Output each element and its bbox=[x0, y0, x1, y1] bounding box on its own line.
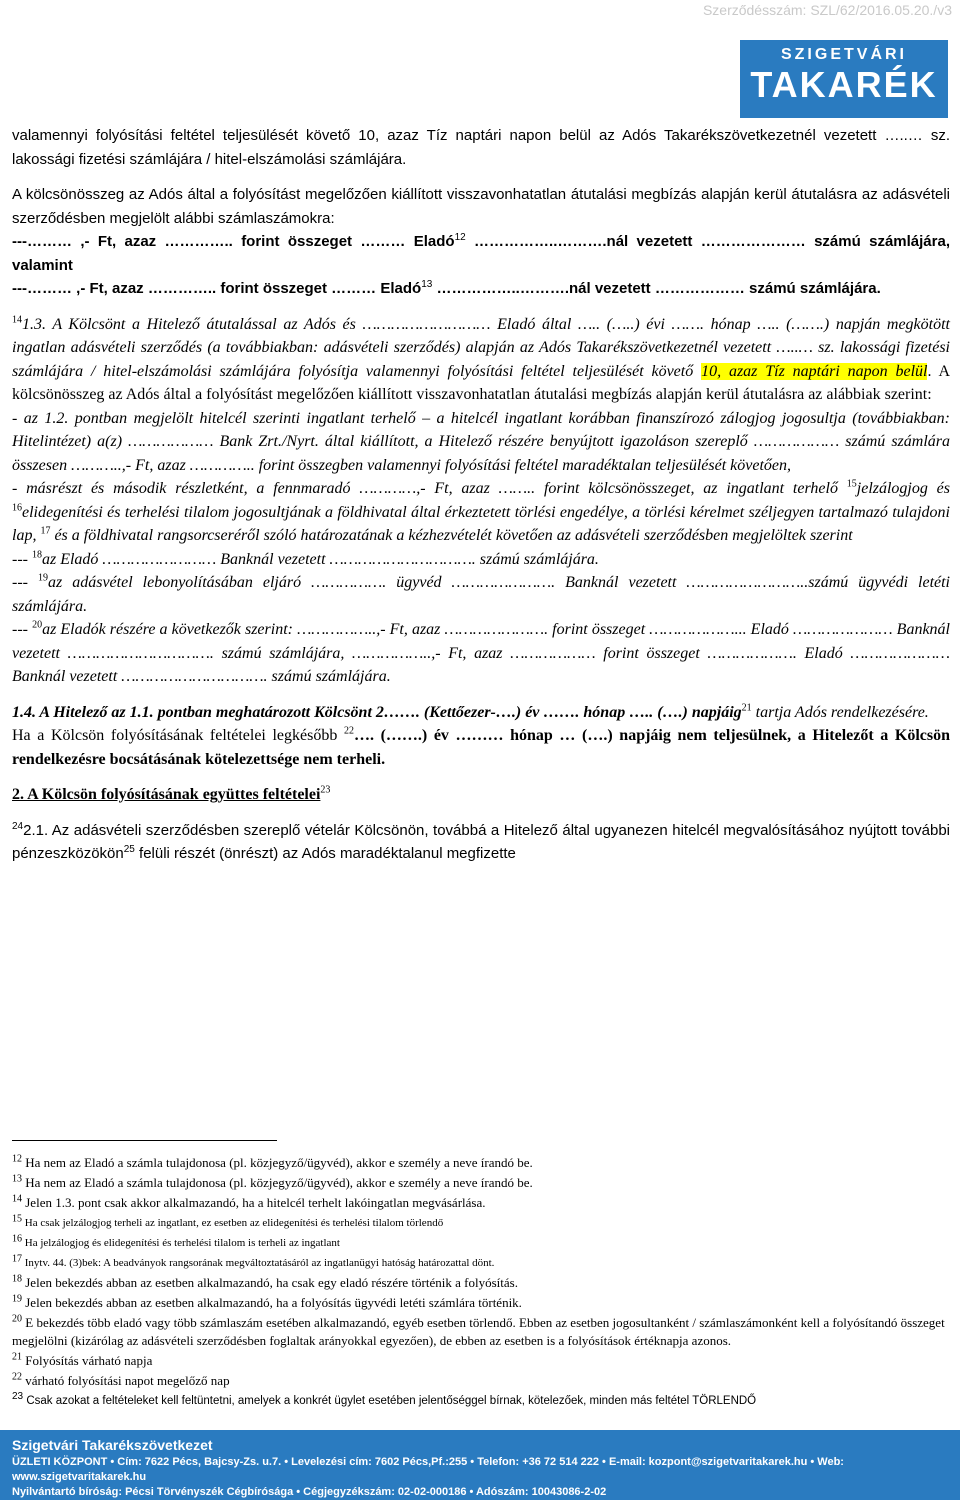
paragraph-1: valamennyi folyósítási feltétel teljesülését követő 10, azaz Tíz naptári napon belül az Adós Takarékszövetkezetnél vezetett …..… sz. lakossági fizetési számlájára / hitel-elszámolási számlájára. bbox=[12, 127, 950, 168]
footnote-divider bbox=[12, 1140, 277, 1141]
footer-contact-line: ÜZLETI KÖZPONT • Cím: 7622 Pécs, Bajcsy-Zs. u.7. • Levelezési cím: 7602 Pécs,Pf.:255 • Telefon: +36 72 514 222 • E-mail: kozpont@szigetvaritakarek.hu • Web: www.szigetvaritakarek.hu bbox=[12, 1456, 844, 1483]
page-footer bbox=[0, 1430, 960, 1500]
footer-registry-line: Nyilvántartó bíróság: Pécsi Törvényszék Cégbírósága • Cégjegyzékszám: 02-02-000186 • Adószám: 10043086-2-02 bbox=[12, 1486, 607, 1498]
section-1-3-item-e: --- $^{20}$az Eladók részére a következők szerint: ……………..,- Ft, azaz …………………. forint összeget ………………... Eladó ………………… Banknál vezetett …………………………. számú számlájára, ……………..,- Ft, azaz ……………… forint összeget ………………. Eladó ………………… Banknál vezetett …………………………. számú számlájára. bbox=[12, 619, 950, 685]
footnote-13: $^{13}$ Ha nem az Eladó a számla tulajdonosa (pl. közjegyző/ügyvéd), akkor e személy a neve írandó be. bbox=[12, 1173, 533, 1190]
section-1-3: $^{14}$1.3. A Kölcsönt a Hitelező átutalással az Adós és ……………………… Eladó által ….. (…..) évi ……. hónap ….. (…….) napján megkötött ingatlan adásvételi szerződés (a továbbiakban: adásvételi szerződés) alapján az Adós Takarékszövetkezetnél vezetett …..… sz. lakossági fizetési számlájára / hitel-elszámolási számlájára folyósítja valamennyi folyósítási feltétel teljesülését követő 10, azaz Tíz naptári napon belül. A kölcsönösszeg az Adós által a folyósítást megelőzően kiállított visszavonhatatlan átutalási megbízás alapján kerül átutalásra az alábbiak szerint: bbox=[12, 314, 951, 403]
footnotes bbox=[12, 1154, 950, 1412]
logo-line1: SZIGETVÁRI bbox=[780, 46, 907, 63]
contract-number: Szerződésszám: SZL/62/2016.05.20./v3 bbox=[702, 2, 952, 18]
section-1-4: 1.4. A Hitelező az 1.1. pontban meghatározott Kölcsönt 2……. (Kettőezer-….) év ……. hónap ….. (….) napjáig$^{21}$ tartja Adós rendelkezésére. bbox=[12, 702, 929, 721]
footnote-18: $^{18}$ Jelen bekezdés abban az esetben alkalmazandó, ha csak egy eladó részére történik a folyósítás. bbox=[12, 1273, 518, 1290]
footnote-23: $^{23}$ Csak azokat a feltételeket kell feltüntetni, amelyek a konkrét ügylet esetében jelentőséggel bírnak, kötelezőek, minden más feltétel TÖRLENDŐ bbox=[12, 1391, 757, 1407]
footnote-20: $^{20}$ E bekezdés több eladó vagy több számlaszám esetében alkalmazandó, egyéb esetben törlendő. Ebben az esetben jogosultanként / számlaszámonként kell a folyósítandó összeget megjelölni (kizárólag az adásvételi szerződésben foglaltak arányokkal egyezően), de ebben az esetben is a folyósítások értéknapja azonos. bbox=[12, 1313, 945, 1348]
footnote-19: $^{19}$ Jelen bekezdés abban az esetben alkalmazandó, ha a folyósítás ügyvédi letéti számlára történik. bbox=[12, 1293, 522, 1310]
section-1-4-condition: Ha a Kölcsön folyósításának feltételei legkésőbb $^{22}$…. (…….) év ……… hónap … (….) napjáig nem teljesülnek, a Hitelezőt a Kölcsön rendelkezésre bocsátásának kötelezettsége nem terheli. bbox=[12, 725, 951, 768]
footnote-15: $^{15}$ Ha csak jelzálogjog terheli az ingatlant, ez esetben az elidegenítési és terhelési tilalom törlendő bbox=[12, 1213, 444, 1229]
highlight-deadline: 10, azaz Tíz naptári napon belül bbox=[701, 362, 928, 380]
footer-company-name: Szigetvári Takarékszövetkezet bbox=[12, 1437, 213, 1453]
document-body bbox=[12, 124, 950, 866]
section-1-3-item-d: --- $^{19}$az adásvétel lebonyolításában eljáró ……………. ügyvéd …………………. Banknál vezetett ……………………..számú ügyvédi letéti számlájára. bbox=[12, 572, 951, 615]
footnote-14: $^{14}$ Jelen 1.3. pont csak akkor alkalmazandó, ha a hitelcél terhelt lakóingatlan megvásárlása. bbox=[12, 1193, 486, 1210]
footnote-21: $^{21}$ Folyósítás várható napja bbox=[12, 1351, 153, 1368]
paragraph-2: A kölcsönösszeg az Adós által a folyósítást megelőzően kiállított visszavonhatatlan átutalási megbízás alapján kerül átutalásra az adásvételi szerződésben megjelölt alábbi számlaszámokra: bbox=[12, 186, 950, 227]
paragraph-2-item-2: ---……… ,- Ft, azaz ………….. forint összeget ……… Eladó$^{13}$ ……………..……….nál vezetett ……………… számú számlájára. bbox=[12, 279, 881, 297]
section-1-3-item-c: --- $^{18}$az Eladó …………………… Banknál vezetett …………………………. számú számlájára. bbox=[12, 549, 599, 568]
footnote-17: $^{17}$ Inytv. 44. (3)bek: A beadványok rangsorának megváltoztatásáról az ingatlanügyi hatóság határozattal dönt. bbox=[12, 1253, 495, 1269]
footnote-16: $^{16}$ Ha jelzálogjog és elidegenítési és terhelési tilalom is terheli az ingatlant bbox=[12, 1233, 340, 1249]
section-2-heading: 2. A Kölcsön folyósításának együttes feltételei$^{23}$ bbox=[12, 784, 331, 803]
section-2-1: $^{24}$2.1. Az adásvételi szerződésben szereplő vételár Kölcsönön, továbbá a Hitelező által ugyanezen hitelcél megvalósításához nyújtott további pénzeszközökön$^{25}$ felüli részét (önrészt) az Adós maradéktalanul megfizette bbox=[12, 820, 950, 862]
section-1-3-item-a: - az 1.2. pontban megjelölt hitelcél szerinti ingatlant terhelő – a hitelcél ingatlant korábban finanszírozó zálogjog jogosultja (továbbiakban: Hitelintézet) a(z) ……………… Bank Zrt./Nyrt. által kiállított, a Hitelező részére benyújtott igazoláson szereplő ……………… számú számlára összesen ………..,- Ft, azaz ………….. forint összegben valamennyi folyósítási feltétel maradéktalan teljesülését követően, bbox=[12, 409, 950, 474]
paragraph-2-item-1: ---……… ,- Ft, azaz ………….. forint összeget ……… Eladó$^{12}$ ……………..……….nál vezetett ………………… számú számlájára, valamint bbox=[12, 232, 950, 274]
footnote-22: $^{22}$ várható folyósítási napot megelőző nap bbox=[12, 1371, 230, 1388]
logo-line2: TAKARÉK bbox=[750, 64, 938, 105]
footnote-12: $^{12}$ Ha nem az Eladó a számla tulajdonosa (pl. közjegyző/ügyvéd), akkor e személy a neve írandó be. bbox=[12, 1153, 533, 1170]
section-1-3-item-b: - másrészt és második részletként, a fennmaradó …………,- Ft, azaz …….. forint kölcsönösszeget, az ingatlant terhelő $^{15}$jelzálogjog és $^{16}$elidegenítési és terhelési tilalom jogosultjának a földhivatal által érkeztetett törlési engedélye, a törlési kérelmet széljegyen tartalmazó tulajdoni lap, $^{17}$ és a földhivatal rangsorcseréről szóló határozatának a kézhezvételét követően az adásvételi szerződésben megjelöltek szerint bbox=[12, 478, 951, 544]
logo bbox=[740, 40, 948, 118]
